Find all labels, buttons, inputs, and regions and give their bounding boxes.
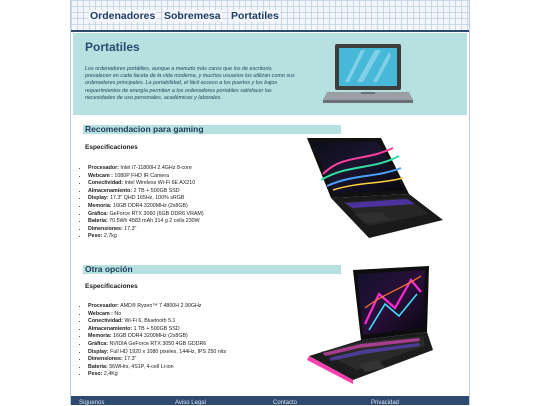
laptop-icon bbox=[323, 42, 413, 106]
spec-label: Dimensiones: bbox=[88, 225, 123, 232]
spec-value: Full HD 1920 x 1080 pixeles, 144Hz, IPS 250 nits bbox=[108, 348, 227, 355]
spec-value: 56WHrs, 4S1P, 4-cell Li-ion bbox=[107, 363, 174, 370]
footer-link-privacidad[interactable]: Privacidad bbox=[371, 400, 400, 406]
spec-item bbox=[88, 195, 308, 203]
spec-value: NVIDIA GeForce RTX 3050 4GB GDDR6 bbox=[108, 340, 207, 347]
rog-laptop-image bbox=[299, 264, 435, 386]
spec-label: Gráfica: bbox=[88, 340, 109, 347]
gaming-laptop-image bbox=[303, 134, 445, 240]
spec-item bbox=[88, 349, 308, 357]
section-title: Recomendacion para gaming bbox=[85, 124, 204, 134]
specs-list bbox=[78, 303, 308, 379]
spec-label: Memoria: bbox=[88, 333, 112, 340]
spec-value: 17.3" bbox=[122, 356, 137, 363]
content-frame bbox=[70, 0, 470, 405]
section-title: Otra opción bbox=[85, 264, 133, 274]
nav-link-ordenadores[interactable]: Ordenadores bbox=[90, 10, 156, 22]
spec-value: 2,4Kg bbox=[102, 371, 118, 378]
spec-item bbox=[88, 233, 308, 241]
spec-value: 16GB DDR4 3200MHz (2x8GB) bbox=[111, 333, 188, 340]
specs-list bbox=[78, 165, 308, 241]
spec-value: 17.3" bbox=[122, 225, 137, 232]
nav-link-sobremesa[interactable]: Sobremesa bbox=[164, 10, 221, 22]
spec-label: Procesador: bbox=[88, 165, 119, 171]
spec-value: 70.5Wh 4583 mAh 314 g 2 cells 230W bbox=[107, 218, 200, 225]
spec-item bbox=[88, 303, 308, 311]
spec-value: Intel Wireless Wi-Fi 6E AX210 bbox=[123, 180, 196, 187]
spec-label: Almacenamiento: bbox=[88, 325, 133, 332]
spec-item bbox=[88, 341, 308, 349]
footer bbox=[71, 396, 469, 405]
spec-item bbox=[88, 173, 308, 181]
spec-label: Batería: bbox=[88, 218, 108, 225]
footer-link-siguenos[interactable]: Síguenos bbox=[79, 400, 105, 406]
spec-label: Almacenamiento: bbox=[88, 187, 133, 194]
spec-item bbox=[88, 188, 308, 196]
spec-item bbox=[88, 371, 308, 379]
specs-heading: Especificaciones bbox=[85, 283, 138, 290]
spec-item bbox=[88, 318, 308, 326]
specs-heading: Especificaciones bbox=[85, 144, 138, 151]
spec-value: 1 TB + 500GB SSD bbox=[132, 325, 180, 332]
spec-value: Intel i7-11800H 2.4GHz 8-core bbox=[118, 165, 192, 171]
spec-label: Dimensiones: bbox=[88, 356, 123, 363]
hero-banner bbox=[73, 33, 467, 115]
hero-description: Los ordenadores portátiles, aunque a menudo más caros que los de escritorio, prevalecen en cada faceta de la vida moderna, y muchos usuarios los utilizan como sus ordenadores principales. La portabilidad, el fácil acceso a los puertos y los bajos requerimientos de energía permiten a los ordenadores portables satisfacer las necesidades de uso personales, académicas y laborales. bbox=[85, 66, 295, 101]
spec-value: AMD® Ryzen™ 7 4800H 2.90GHz bbox=[118, 303, 202, 309]
spec-item bbox=[88, 203, 308, 211]
spec-label: Gráfica: bbox=[88, 210, 109, 217]
spec-label: Peso: bbox=[88, 233, 103, 240]
spec-item bbox=[88, 180, 308, 188]
spec-label: Webcam : bbox=[88, 172, 113, 179]
spec-value: 17.3" QHD 165Hz, 100% sRGB bbox=[108, 195, 185, 202]
top-nav bbox=[71, 0, 469, 32]
spec-item bbox=[88, 326, 308, 334]
spec-label: Peso: bbox=[88, 371, 103, 378]
footer-link-aviso-legal[interactable]: Aviso Legal bbox=[175, 400, 206, 406]
spec-value: Wi-Fi 6, Bluetooth 5.1 bbox=[123, 318, 176, 325]
spec-label: Conectividad: bbox=[88, 318, 124, 325]
spec-label: Display: bbox=[88, 348, 109, 355]
spec-label: Procesador: bbox=[88, 303, 119, 309]
spec-value: No bbox=[112, 310, 122, 317]
spec-value: GeForce RTX 3060 (6GB DDR6 VRAM) bbox=[108, 210, 204, 217]
spec-label: Batería: bbox=[88, 363, 108, 370]
spec-label: Display: bbox=[88, 195, 109, 202]
spec-item bbox=[88, 165, 308, 173]
page-title: Portatiles bbox=[85, 40, 140, 54]
spec-label: Webcam : bbox=[88, 310, 113, 317]
spec-item bbox=[88, 311, 308, 319]
spec-label: Memoria: bbox=[88, 202, 112, 209]
spec-item bbox=[88, 364, 308, 372]
spec-value: 1080P FHD IR Camera bbox=[112, 172, 170, 179]
spec-label: Conectividad: bbox=[88, 180, 124, 187]
spec-item bbox=[88, 218, 308, 226]
spec-item bbox=[88, 226, 308, 234]
nav-link-portatiles[interactable]: Portatiles bbox=[231, 10, 279, 22]
spec-value: 16GB DDR4 3200MHz (2x8GB) bbox=[111, 202, 188, 209]
spec-item bbox=[88, 356, 308, 364]
footer-link-contacto[interactable]: Contacto bbox=[273, 400, 298, 406]
spec-item bbox=[88, 211, 308, 219]
spec-value: 2 TB + 500GB SSD bbox=[132, 187, 180, 194]
spec-value: 2,7kg bbox=[102, 233, 117, 240]
spec-item bbox=[88, 333, 308, 341]
